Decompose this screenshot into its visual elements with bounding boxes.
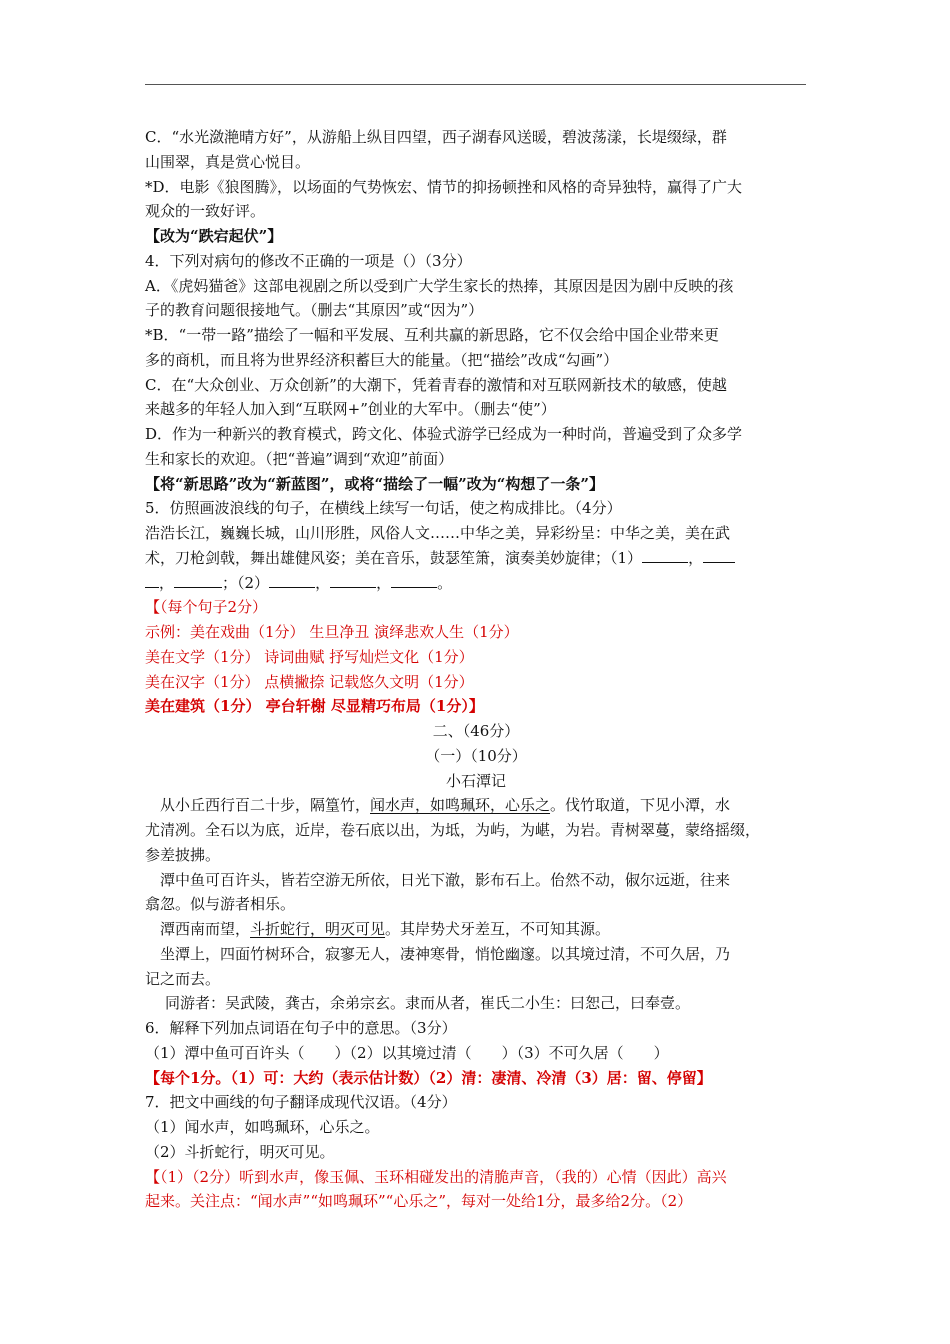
q3-option-c-cont: 山围翠，真是赏心悦目。 [145, 152, 311, 171]
q4-option-b-cont: 多的商机，而且将为世界经济积蓄巨大的能量。（把“描绘”改成“勾画”） [145, 350, 619, 369]
q4-option-a-cont: 子的教育问题很接地气。（删去“其原因”或“因为”） [145, 301, 484, 320]
q6-answer: 【每个1分。（1）可：大约（表示估计数）（2）清：凄清、冷清（3）居：留、停留】 [145, 1068, 712, 1087]
document-page [145, 125, 807, 1214]
q5-answer-example: 示例：美在戏曲（1分） 生旦净丑 演绎悲欢人生（1分） [145, 623, 519, 641]
q4-option-d-cont: 生和家长的欢迎。（把“普遍”调到“欢迎”前面） [145, 449, 454, 468]
q4-answer: 【将“新思路”改为“新蓝图”，或将“描绘了一幅”改为“构想了一条”】 [145, 474, 605, 493]
q5-comma: ， [159, 573, 175, 592]
passage-paragraph: 潭中鱼可百许头，皆若空游无所依，日光下澈，影布石上。佁然不动，俶尔远逝，往来 [160, 870, 731, 889]
q5-comma: ， [376, 573, 392, 592]
q5-blank[interactable] [269, 572, 315, 588]
passage-text: 潭西南而望， [160, 920, 251, 938]
q5-period: 。 [437, 573, 453, 592]
q4-option-d: D．作为一种新兴的教育模式，跨文化、体验式游学已经成为一种时尚，普遍受到了众多学 [145, 425, 743, 443]
q4-option-c-cont: 来越多的年轻人加入到“互联网+”创业的大军中。（删去“使”） [145, 400, 556, 419]
passage-text: 从小丘西行百二十步，隔篁竹， [160, 796, 371, 815]
q7-item: （2）斗折蛇行，明灭可见。 [145, 1142, 335, 1161]
passage-line: 翕忽。似与游者相乐。 [145, 895, 296, 914]
subsection-heading: （一）（10分） [425, 746, 527, 765]
passage-line: 尤清冽。全石以为底，近岸，卷石底以出，为坻，为屿，为嵁，为岩。青树翠蔓，蒙络摇缀， [145, 821, 761, 839]
q4-option-b: *B．“一带一路”描绘了一幅和平发展、互利共赢的新思路，它不仅会给中国企业带来更 [145, 326, 719, 344]
passage-line: 记之而去。 [145, 969, 221, 988]
q3-option-d-cont: 观众的一致好评。 [145, 202, 266, 221]
passage-paragraph: 同游者：吴武陵，龚古，余弟宗玄。隶而从者，崔氏二小生：曰恕己，曰奉壹。 [165, 994, 691, 1013]
q4-option-a: A．《虎妈猫爸》这部电视剧之所以受到广大学生家长的热捧，其原因是因为剧中反映的孩 [145, 276, 734, 295]
q5-answer-example: 美在汉字（1分） 点横撇捺 记载悠久文明（1分） [145, 672, 474, 691]
q5-blank[interactable] [703, 547, 735, 563]
q5-text-cont2 [145, 571, 807, 596]
q5-blank[interactable] [174, 572, 222, 588]
q5-blank[interactable] [145, 572, 159, 588]
passage-text: 。伐竹取道，下见小潭，水 [550, 796, 731, 815]
underlined-sentence: 闻水声，如鸣珮环，心乐之 [370, 796, 551, 815]
question-7: 7．把文中画线的句子翻译成现代汉语。（4分） [145, 1093, 457, 1112]
q7-answer: 【（1）（2分）听到水声，像玉佩、玉环相碰发出的清脆声音，（我的）心情（因此）高兴 [145, 1167, 727, 1186]
q5-answer: 【（每个句子2分） [145, 598, 268, 617]
passage-paragraph [145, 793, 807, 818]
q5-comma: ， [688, 548, 704, 567]
q3-option-d: *D．电影《狼图腾》，以场面的气势恢宏、情节的抑扬顿挫和风格的奇异独特，赢得了广大 [145, 177, 743, 196]
q3-answer: 【改为“跌宕起伏”】 [145, 227, 283, 245]
section-heading: 二、（46分） [432, 722, 520, 740]
q4-option-c: C．在“大众创业、万众创新”的大潮下，凭着青春的激情和对互联网新技术的敏感，使越 [145, 375, 727, 394]
q7-answer-cont: 起来。关注点：“闻水声”“如鸣珮环”“心乐之”，每对一处给1分，最多给2分。（2） [145, 1192, 693, 1211]
q5-text-part: ；（2） [222, 573, 270, 592]
question-6: 6．解释下列加点词语在句子中的意思。（3分） [145, 1019, 457, 1037]
q6-items: （1）潭中鱼可百许头（ ）（2）以其境过清（ ）（3）不可久居（ ） [145, 1043, 669, 1062]
q3-option-c: C．“水光潋滟晴方好”，从游船上纵目四望，西子湖春风送暖，碧波荡漾，长堤缀绿，群 [145, 128, 727, 146]
passage-line: 参差披拂。 [145, 845, 221, 864]
q5-blank[interactable] [391, 572, 437, 588]
q5-blank[interactable] [642, 547, 688, 563]
q7-item: （1）闻水声，如鸣珮环，心乐之。 [145, 1118, 380, 1136]
passage-text: 。其岸势犬牙差互，不可知其源。 [385, 920, 611, 938]
q5-blank[interactable] [330, 572, 376, 588]
underlined-sentence: 斗折蛇行，明灭可见 [250, 920, 386, 938]
passage-paragraph [145, 917, 807, 942]
q5-comma: ， [315, 573, 331, 592]
q5-text-cont [145, 546, 807, 571]
header-rule [145, 84, 806, 85]
q5-answer-example: 美在建筑（1分） 亭台轩榭 尽显精巧布局（1分）】 [145, 697, 484, 716]
question-5: 5．仿照画波浪线的句子，在横线上续写一句话，使之构成排比。（4分） [145, 499, 622, 518]
q5-answer-example: 美在文学（1分） 诗词曲赋 抒写灿烂文化（1分） [145, 647, 474, 666]
passage-title: 小石潭记 [445, 771, 506, 790]
q5-text-part: 术，刀枪剑戟，舞出雄健风姿；美在音乐，鼓瑟笙箫，演奏美妙旋律；（1） [145, 548, 643, 567]
q5-text: 浩浩长江，巍巍长城，山川形胜，风俗人文……中华之美，异彩纷呈：中华之美，美在武 [145, 524, 731, 542]
passage-paragraph: 坐潭上，四面竹树环合，寂寥无人，凄神寒骨，悄怆幽邃。以其境过清，不可久居，乃 [160, 944, 731, 963]
question-4: 4．下列对病句的修改不正确的一项是（）（3分） [145, 251, 472, 270]
